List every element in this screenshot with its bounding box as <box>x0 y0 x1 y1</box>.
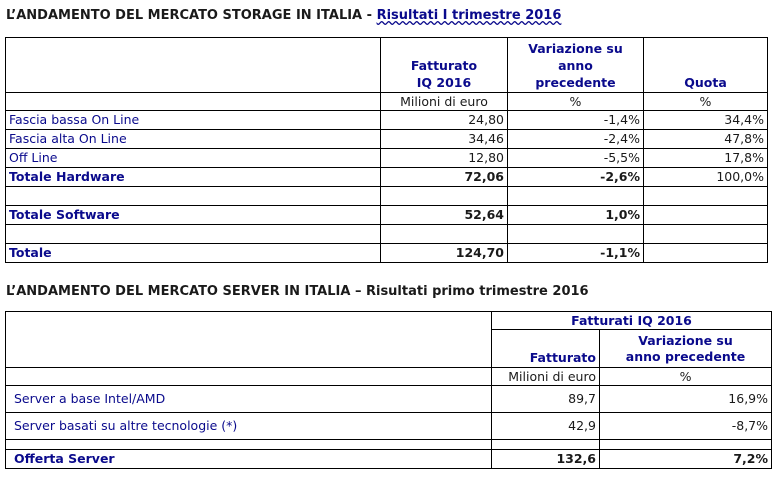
storage-title-sub: Risultati I trimestre 2016 <box>376 8 562 23</box>
table-row <box>6 130 768 149</box>
server-total-revenue: 132,6 <box>492 450 600 469</box>
server-total-row <box>6 450 772 469</box>
total-revenue: 124,70 <box>381 244 508 263</box>
row-revenue: 34,46 <box>381 130 508 149</box>
storage-title <box>6 8 561 23</box>
total-software-label: Totale Software <box>6 206 381 225</box>
storage-units-empty <box>6 93 381 111</box>
total-hardware-change: -2,6% <box>508 168 644 187</box>
table-row <box>6 111 768 130</box>
server-total-label: Offerta Server <box>6 450 492 469</box>
row-change: -1,4% <box>508 111 644 130</box>
storage-units-row <box>6 93 768 111</box>
server-units-row <box>6 368 772 386</box>
storage-title-main: L’ANDAMENTO DEL MERCATO STORAGE IN ITALIA - <box>6 8 377 23</box>
table-row <box>6 386 772 413</box>
row-share: 34,4% <box>644 111 768 130</box>
row-label: Server basati su altre tecnologie (*) <box>6 413 492 440</box>
spacer-row <box>6 440 772 450</box>
storage-unit-share: % <box>644 93 768 111</box>
row-change: -5,5% <box>508 149 644 168</box>
server-header-row <box>6 330 772 368</box>
row-share: 17,8% <box>644 149 768 168</box>
server-total-change: 7,2% <box>600 450 772 469</box>
server-unit-change: % <box>600 368 772 386</box>
storage-unit-change: % <box>508 93 644 111</box>
total-software-row <box>6 206 768 225</box>
storage-unit-revenue: Milioni di euro <box>381 93 508 111</box>
row-revenue: 89,7 <box>492 386 600 413</box>
total-hardware-row <box>6 168 768 187</box>
row-label: Server a base Intel/AMD <box>6 386 492 413</box>
row-revenue: 42,9 <box>492 413 600 440</box>
server-header-change: Variazione su anno precedente <box>600 330 772 368</box>
row-share: 47,8% <box>644 130 768 149</box>
total-label: Totale <box>6 244 381 263</box>
row-label: Fascia bassa On Line <box>6 111 381 130</box>
table-row <box>6 413 772 440</box>
row-change: -2,4% <box>508 130 644 149</box>
storage-header-empty <box>6 38 381 93</box>
row-revenue: 12,80 <box>381 149 508 168</box>
total-software-revenue: 52,64 <box>381 206 508 225</box>
row-change: -8,7% <box>600 413 772 440</box>
spacer-row <box>6 187 768 206</box>
total-software-change: 1,0% <box>508 206 644 225</box>
server-title: L’ANDAMENTO DEL MERCATO SERVER IN ITALIA – Risultati primo trimestre 2016 <box>6 284 589 299</box>
total-hardware-label: Totale Hardware <box>6 168 381 187</box>
total-hardware-revenue: 72,06 <box>381 168 508 187</box>
storage-table <box>5 37 768 263</box>
spacer-row <box>6 225 768 244</box>
storage-header-revenue: Fatturato IQ 2016 <box>381 38 508 93</box>
storage-header-share: Quota <box>644 38 768 93</box>
storage-header-row <box>6 38 768 93</box>
total-hardware-share: 100,0% <box>644 168 768 187</box>
storage-header-change: Variazione su anno precedente <box>508 38 644 93</box>
server-group-header: Fatturati IQ 2016 <box>492 312 772 330</box>
server-table <box>5 311 772 469</box>
table-row <box>6 149 768 168</box>
server-group-header-row <box>6 312 772 330</box>
row-change: 16,9% <box>600 386 772 413</box>
row-revenue: 24,80 <box>381 111 508 130</box>
row-label: Off Line <box>6 149 381 168</box>
total-change: -1,1% <box>508 244 644 263</box>
server-unit-revenue: Milioni di euro <box>492 368 600 386</box>
total-row <box>6 244 768 263</box>
server-header-revenue: Fatturato <box>492 330 600 368</box>
row-label: Fascia alta On Line <box>6 130 381 149</box>
